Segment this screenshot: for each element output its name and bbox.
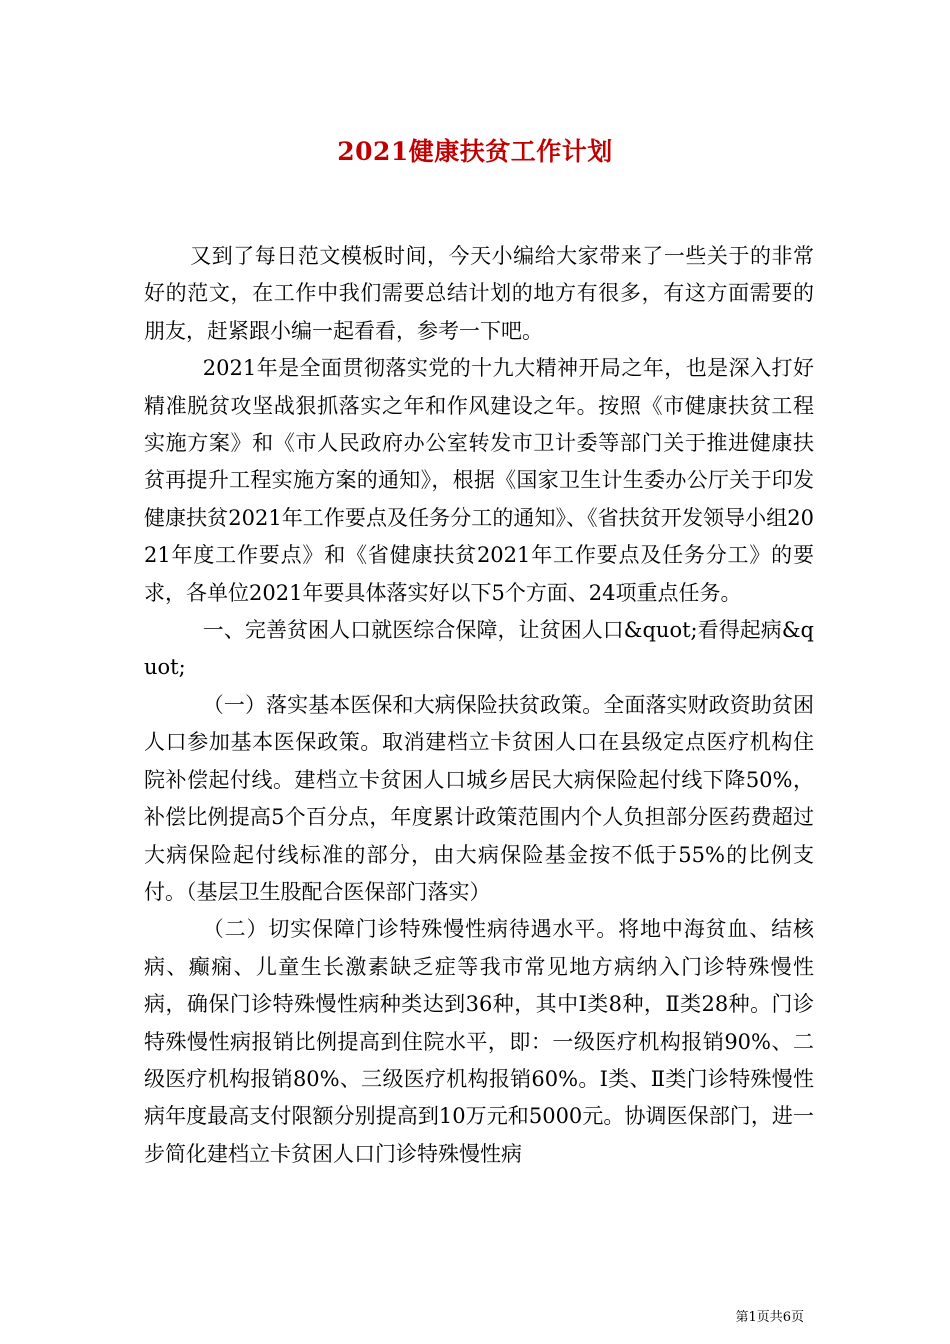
paragraph-item-1: （一）落实基本医保和大病保险扶贫政策。全面落实财政资助贫困人口参加基本医保政策。取消建档立卡贫困人口在县级定点医疗机构住院补偿起付线。建档立卡贫困人口城乡居民大病保险起付线下降50%，补偿比例提高5个百分点，年度累计政策范围内个人负担部分医药费超过大病保险起付线标准的部分，由大病保险基金按不低于55%的比例支付。（基层卫生股配合医保部门落实） bbox=[144, 692, 814, 904]
page-indicator: 第1页共6页 bbox=[735, 1310, 804, 1325]
document-title: 2021健康扶贫工作计划 bbox=[337, 137, 613, 166]
paragraph-intro: 又到了每日范文模板时间，今天小编给大家带来了一些关于的非常好的范文，在工作中我们需要总结计划的地方有很多，有这方面需要的朋友，赶紧跟小编一起看看，参考一下吧。 bbox=[144, 244, 814, 343]
paragraph-item-2: （二）切实保障门诊特殊慢性病待遇水平。将地中海贫血、结核病、癫痫、儿童生长激素缺乏症等我市常见地方病纳入门诊特殊慢性病，确保门诊特殊慢性病种类达到36种，其中Ⅰ类8种，Ⅱ类28种。门诊特殊慢性病报销比例提高到住院水平，即：一级医疗机构报销90%、二级医疗机构报销80%、三级医疗机构报销60%。Ⅰ类、Ⅱ类门诊特殊慢性病年度最高支付限额分别提高到10万元和5000元。协调医保部门，进一步简化建档立卡贫困人口门诊特殊慢性病 bbox=[144, 917, 814, 1166]
paragraph-overview: 2021年是全面贯彻落实党的十九大精神开局之年，也是深入打好精准脱贫攻坚战狠抓落实之年和作风建设之年。按照《市健康扶贫工程实施方案》和《市人民政府办公室转发市卫计委等部门关于推进健康扶贫再提升工程实施方案的通知》，根据《国家卫生计生委办公厅关于印发健康扶贫2021年工作要点及任务分工的通知》、《省扶贫开发领导小组2021年度工作要点》和《省健康扶贫2021年工作要点及任务分工》的要求，各单位2021年要具体落实好以下5个方面、24项重点任务。 bbox=[144, 356, 814, 605]
document-body bbox=[144, 238, 814, 1173]
section-heading-1: 一、完善贫困人口就医综合保障，让贫困人口&quot;看得起病&quot; bbox=[144, 618, 814, 680]
